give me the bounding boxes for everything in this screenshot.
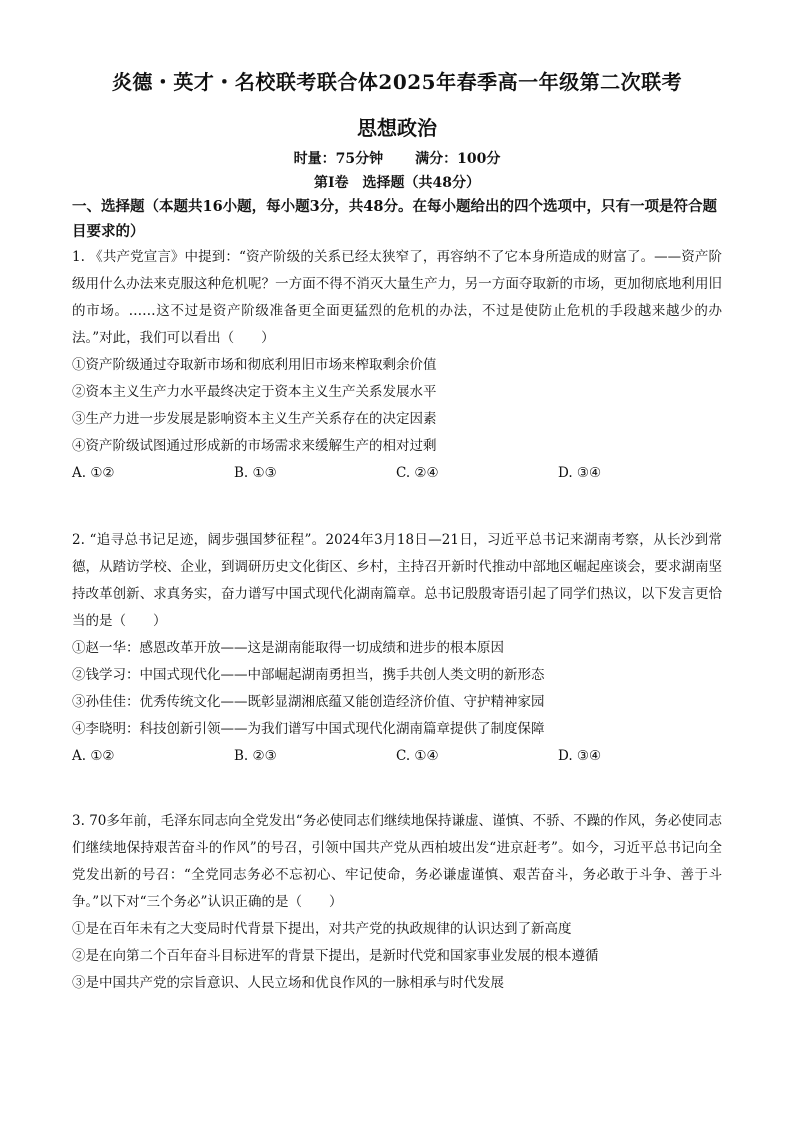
choice-b: B. ①③: [234, 465, 277, 481]
exam-meta: [0, 148, 794, 168]
choice-d: D. ③④: [558, 465, 602, 481]
statement-option: ②钱学习：中国式现代化——中部崛起湖南勇担当，携手共创人类文明的新形态: [72, 667, 545, 683]
statement-option: ①是在百年未有之大变局时代背景下提出，对共产党的执政规律的认识达到了新高度: [72, 921, 572, 937]
question-stem: 2. “追寻总书记足迹，阔步强国梦征程”。2024年3月18日—21日，习近平总书记来湖南考察，从长沙到常德，从踏访学校、企业，到调研历史文化街区、乡村，主持召开新时代推动中部地区崛起座谈会，要求湖南坚持改革创新、求真务实，奋力谱写中国式现代化湖南篇章。总书记殷殷寄语引起了同学们热议，以下发言更恰当的是（ ）: [72, 532, 722, 629]
statement-option: ①资产阶级通过夺取新市场和彻底利用旧市场来榨取剩余价值: [72, 357, 437, 373]
answer-choices: [72, 743, 722, 770]
statement-option: ①赵一华：感恩改革开放——这是湖南能取得一切成绩和进步的根本原因: [72, 640, 504, 656]
statement-option: ②是在向第二个百年奋斗目标进军的背景下提出，是新时代党和国家事业发展的根本遵循: [72, 948, 599, 964]
choice-d: D. ③④: [558, 748, 602, 764]
choice-a: A. ①②: [72, 465, 115, 481]
statement-option: ③孙佳佳：优秀传统文化——既彰显湖湘底蕴又能创造经济价值、守护精神家园: [72, 694, 545, 710]
statement-option: ③生产力进一步发展是影响资本主义生产关系存在的决定因素: [72, 411, 437, 427]
choice-c: C. ①④: [396, 748, 439, 764]
statement-option: ③是中国共产党的宗旨意识、人民立场和优良作风的一脉相承与时代发展: [72, 975, 504, 991]
section-heading: 一、选择题（本题共16小题，每小题3分，共48分。在每小题给出的四个选项中，只有一项是符合题目要求的）: [72, 198, 717, 240]
statement-option: ④资产阶级试图通过形成新的市场需求来缓解生产的相对过剩: [72, 438, 437, 454]
time-limit: 时量：75分钟: [293, 151, 384, 167]
choice-a: A. ①②: [72, 748, 115, 764]
subject-title: 思想政治: [357, 116, 437, 140]
question-stem: 1. 《共产党宣言》中提到：“资产阶级的关系已经太狭窄了，再容纳不了它本身所造成的财富了。——资产阶级用什么办法来克服这种危机呢？一方面不得不消灭大量生产力，另一方面夺取新的市场，更加彻底地利用旧的市场。……这不过是资产阶级准备更全面更猛烈的危机的办法，不过是使防止危机的手段越来越少的办法。”对此，我们可以看出（ ）: [72, 249, 722, 346]
question-3: [72, 808, 722, 997]
choice-b: B. ②③: [234, 748, 277, 764]
full-score: 满分：100分: [415, 151, 501, 167]
statement-option: ②资本主义生产力水平最终决定于资本主义生产关系发展水平: [72, 384, 437, 400]
answer-choices: [72, 460, 722, 487]
part-heading: 第Ⅰ卷 选择题（共48分）: [313, 175, 481, 191]
question-stem: 3. 70多年前，毛泽东同志向全党发出“务必使同志们继续地保持谦虚、谨慎、不骄、不躁的作风，务必使同志们继续地保持艰苦奋斗的作风”的号召，引领中国共产党从西柏坡出发“进京赶考”。如今，习近平总书记向全党发出新的号召：“全党同志务必不忘初心、牢记使命，务必谦虚谨慎、艰苦奋斗，务必敢于斗争、善于斗争。”以下对“三个务必”认识正确的是（ ）: [72, 813, 722, 910]
statement-option: ④李晓明：科技创新引领——为我们谱写中国式现代化湖南篇章提供了制度保障: [72, 721, 545, 737]
choice-c: C. ②④: [396, 465, 439, 481]
question-2: [72, 527, 722, 770]
exam-title: 炎德・英才・名校联考联合体2025年春季高一年级第二次联考: [111, 70, 683, 94]
question-1: [72, 244, 722, 487]
